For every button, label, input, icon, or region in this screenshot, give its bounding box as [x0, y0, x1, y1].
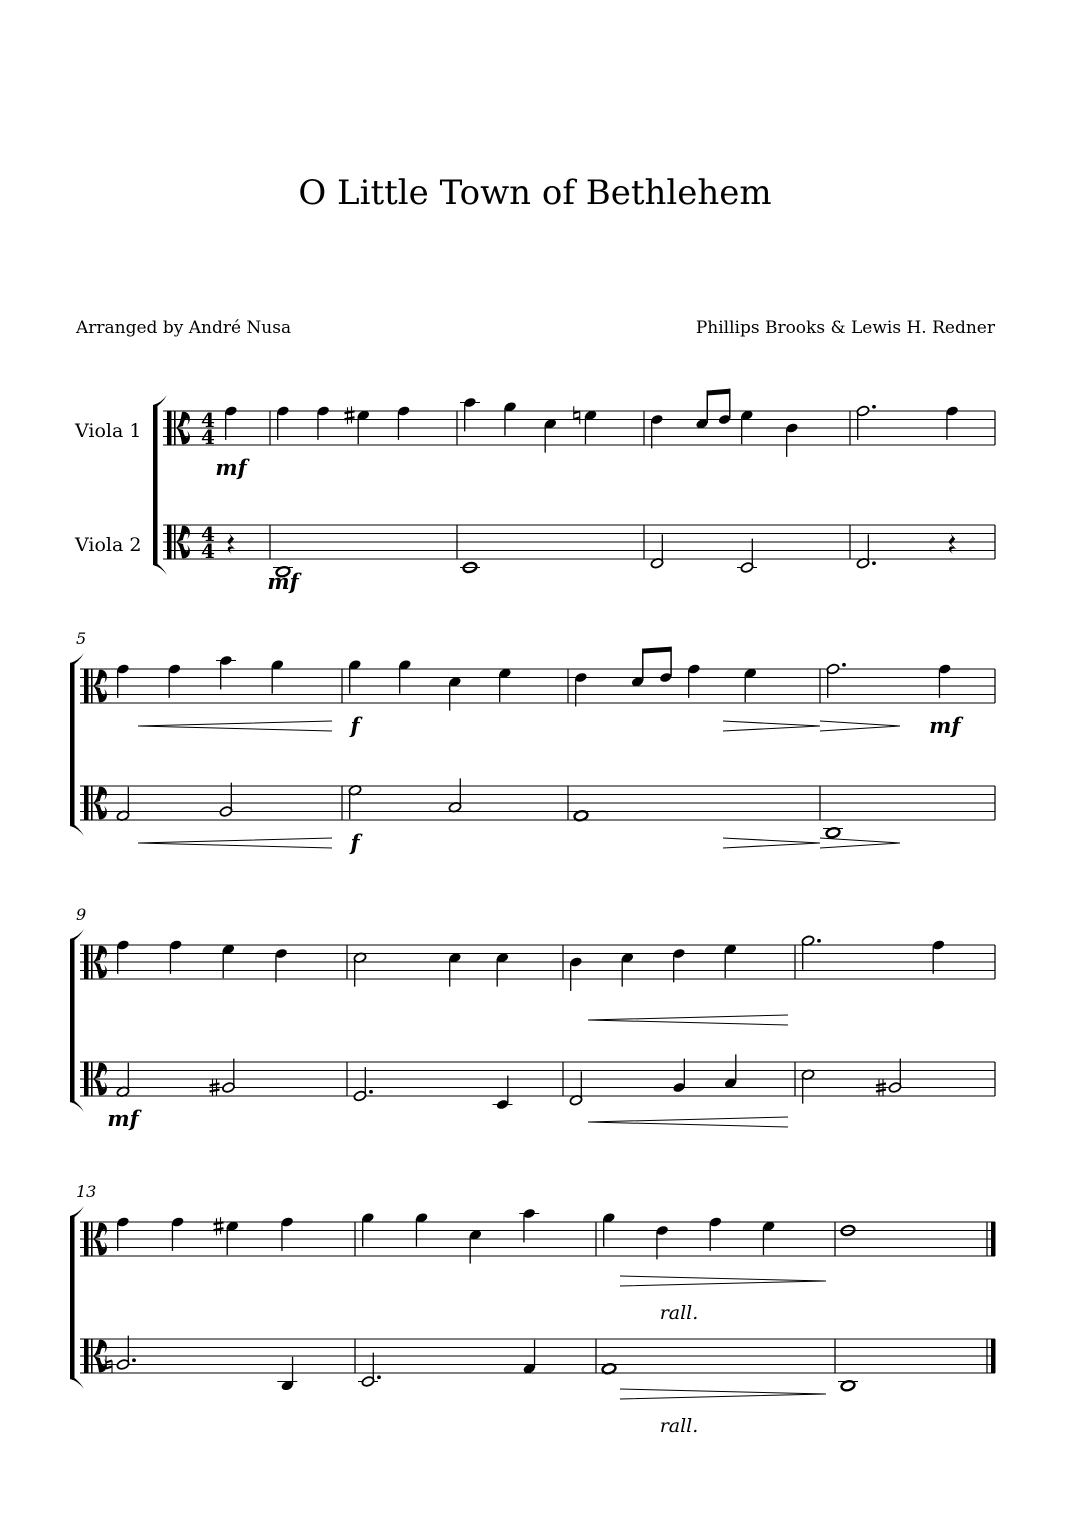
- clef-thick-bar: [84, 1062, 89, 1096]
- arranger-credit: Arranged by André Nusa: [76, 318, 292, 338]
- crescendo-hairpin: [138, 721, 332, 731]
- note: [496, 1076, 510, 1111]
- music-notation: [70, 389, 996, 1399]
- staff-viola-2: [80, 1339, 995, 1373]
- decrescendo-hairpin: [820, 838, 900, 848]
- note: [316, 405, 330, 440]
- note: [348, 659, 362, 694]
- measure: [358, 1208, 539, 1388]
- dynamic-f: f: [350, 713, 360, 738]
- hairpins: [138, 721, 900, 1399]
- note: [469, 1229, 483, 1264]
- eighth-beam: [642, 647, 671, 654]
- note: [448, 676, 462, 711]
- note: [744, 667, 758, 702]
- clef-thin-bar: [174, 411, 176, 445]
- decrescendo-hairpin: [820, 721, 900, 731]
- sharp-stroke: [876, 1084, 886, 1086]
- measure-number-9: 9: [76, 905, 87, 924]
- note: [415, 1212, 429, 1247]
- note: [463, 397, 477, 432]
- note: [503, 401, 517, 436]
- note: [361, 1212, 375, 1247]
- system-bracket: [153, 405, 158, 565]
- decrescendo-hairpin: [620, 1276, 826, 1286]
- note: [448, 778, 462, 813]
- dynamic-mf: mf: [107, 1106, 139, 1131]
- bracket-top-hook: [153, 395, 167, 409]
- note: [856, 534, 876, 569]
- note: [353, 1067, 373, 1102]
- note: [724, 943, 738, 978]
- note: [219, 783, 233, 818]
- note: [762, 1220, 776, 1255]
- note: [116, 939, 130, 974]
- clef-thick-bar: [167, 411, 172, 445]
- final-barline: [991, 1222, 996, 1256]
- augmentation-dot: [872, 561, 876, 565]
- crescendo-hairpin: [588, 1015, 788, 1025]
- augmentation-dot: [377, 1375, 381, 1379]
- note: [672, 948, 686, 983]
- augmentation-dot: [842, 663, 846, 667]
- measure: [801, 935, 945, 1104]
- system-2: [70, 647, 995, 855]
- bracket-top-hook: [70, 1206, 84, 1220]
- note: [271, 659, 285, 694]
- crescendo-hairpin: [588, 1117, 788, 1127]
- clef-thick-bar: [84, 1222, 89, 1256]
- augmentation-dot: [872, 405, 876, 409]
- sharp-stroke: [214, 1222, 224, 1224]
- clef-thin-bar: [91, 1062, 93, 1096]
- note: [650, 534, 664, 569]
- measure: [116, 655, 284, 822]
- measure: [823, 663, 964, 839]
- clef-thin-bar: [91, 1339, 93, 1373]
- note: [856, 405, 876, 440]
- note: [116, 663, 130, 698]
- dynamic-mf: mf: [267, 569, 299, 594]
- note: [280, 1216, 294, 1251]
- time-signature-numerator: 4: [201, 408, 215, 433]
- measure: [348, 659, 512, 855]
- measure: [353, 952, 512, 1111]
- dynamic-f: f: [350, 830, 360, 855]
- system-bracket: [70, 939, 75, 1102]
- augmentation-dot: [369, 1090, 373, 1094]
- instrument-label-viola-2: Viola 2: [75, 534, 142, 556]
- clef-thick-bar: [84, 669, 89, 703]
- clef-thin-bar: [91, 945, 93, 979]
- note: [621, 952, 635, 987]
- staff-viola-2: [163, 525, 995, 559]
- note: [116, 1336, 136, 1371]
- measure: [107, 939, 288, 1131]
- natural-icon: [574, 406, 580, 424]
- composer-credit: Phillips Brooks & Lewis H. Redner: [695, 318, 995, 338]
- measure-number-13: 13: [76, 1182, 97, 1201]
- rall-marking-viola-2: rall.: [659, 1415, 699, 1437]
- note: [357, 409, 371, 444]
- note: [448, 952, 462, 987]
- decrescendo-hairpin: [723, 721, 820, 731]
- note: [224, 405, 238, 440]
- note: [168, 663, 182, 698]
- augmentation-dot: [132, 1358, 136, 1362]
- note: [932, 939, 946, 974]
- time-signature-denominator: 4: [201, 425, 215, 450]
- clef-thick-bar: [167, 525, 172, 559]
- note: [602, 1212, 616, 1247]
- note: [226, 1220, 240, 1255]
- note: [544, 418, 558, 453]
- sharp-stroke: [210, 1084, 220, 1086]
- staff-viola-2: [80, 786, 995, 820]
- bracket-bottom-hook: [70, 822, 84, 836]
- note: [171, 1216, 185, 1251]
- augmentation-dot: [817, 939, 821, 943]
- measure: [573, 647, 757, 822]
- bracket-top-hook: [70, 653, 84, 667]
- time-signature-denominator: 4: [201, 539, 215, 564]
- dynamic-mf: mf: [929, 713, 961, 738]
- decrescendo-hairpin: [620, 1389, 826, 1399]
- note: [169, 939, 183, 974]
- note: [274, 948, 288, 983]
- note: [219, 655, 233, 690]
- bracket-top-hook: [70, 929, 84, 943]
- sharp-icon: [214, 1217, 224, 1235]
- note: [740, 409, 754, 444]
- clef-thick-bar: [84, 945, 89, 979]
- sharp-icon: [345, 406, 355, 424]
- note: [938, 663, 952, 698]
- note: [361, 1353, 381, 1388]
- sharp-stroke: [210, 1090, 220, 1092]
- note: [116, 787, 130, 822]
- system-bracket: [70, 663, 75, 826]
- bracket-bottom-hook: [153, 561, 167, 575]
- system-1: [153, 389, 995, 594]
- note: [280, 1357, 294, 1392]
- score-title: O Little Town of Bethlehem: [298, 173, 772, 213]
- staff-viola-1: [80, 1222, 995, 1256]
- system-bracket: [70, 1216, 75, 1379]
- note: [650, 414, 664, 449]
- system-4: [70, 1206, 996, 1392]
- note: [826, 663, 846, 698]
- measure: [267, 405, 410, 594]
- note: [740, 539, 754, 574]
- note: [496, 952, 510, 987]
- note: [945, 405, 959, 440]
- note: [116, 1063, 130, 1098]
- system-3: [70, 929, 995, 1131]
- dynamic-mf: mf: [215, 455, 247, 480]
- note: [574, 672, 588, 707]
- measure: [650, 389, 799, 574]
- note: [785, 422, 799, 457]
- note: [222, 943, 236, 978]
- staff-viola-1: [163, 411, 995, 445]
- crescendo-hairpin: [138, 838, 332, 848]
- time-signature-numerator: 4: [201, 522, 215, 547]
- measure: [601, 1212, 775, 1375]
- note: [584, 409, 598, 444]
- note: [116, 1216, 130, 1251]
- note: [801, 935, 821, 970]
- note: [222, 1059, 236, 1094]
- clef-thin-bar: [91, 669, 93, 703]
- measure: [569, 943, 737, 1106]
- eighth-beam: [707, 389, 731, 396]
- note: [398, 659, 412, 694]
- staff-viola-1: [80, 945, 995, 979]
- natural-stroke: [106, 1361, 112, 1363]
- note: [888, 1059, 902, 1094]
- final-barline: [991, 1339, 996, 1373]
- note: [655, 1225, 669, 1260]
- clef-thick-bar: [84, 1339, 89, 1373]
- sharp-stroke: [876, 1090, 886, 1092]
- measure-number-5: 5: [76, 629, 87, 648]
- measure: [856, 405, 959, 569]
- note: [724, 1054, 738, 1089]
- measure: [460, 397, 598, 574]
- note: [709, 1216, 723, 1251]
- natural-stroke: [106, 1367, 112, 1369]
- note: [569, 1071, 583, 1106]
- note: [569, 956, 583, 991]
- rall-marking-viola-1: rall.: [659, 1302, 699, 1324]
- bracket-bottom-hook: [70, 1098, 84, 1112]
- note: [672, 1059, 686, 1094]
- staff-viola-1: [80, 669, 995, 703]
- note: [276, 405, 290, 440]
- note: [498, 667, 512, 702]
- decrescendo-hairpin: [723, 838, 820, 848]
- clef-thin-bar: [91, 1222, 93, 1256]
- measure: [838, 1225, 858, 1392]
- note: [522, 1340, 536, 1375]
- clef-thin-bar: [91, 786, 93, 820]
- clef-thin-bar: [174, 525, 176, 559]
- note: [687, 663, 701, 698]
- clef-thick-bar: [84, 786, 89, 820]
- bracket-bottom-hook: [70, 1375, 84, 1389]
- note: [522, 1208, 536, 1243]
- measure: [106, 1216, 297, 1392]
- note: [348, 784, 362, 819]
- note: [397, 405, 411, 440]
- note: [801, 1069, 815, 1104]
- instrument-label-viola-1: Viola 1: [75, 420, 142, 442]
- note: [353, 952, 367, 987]
